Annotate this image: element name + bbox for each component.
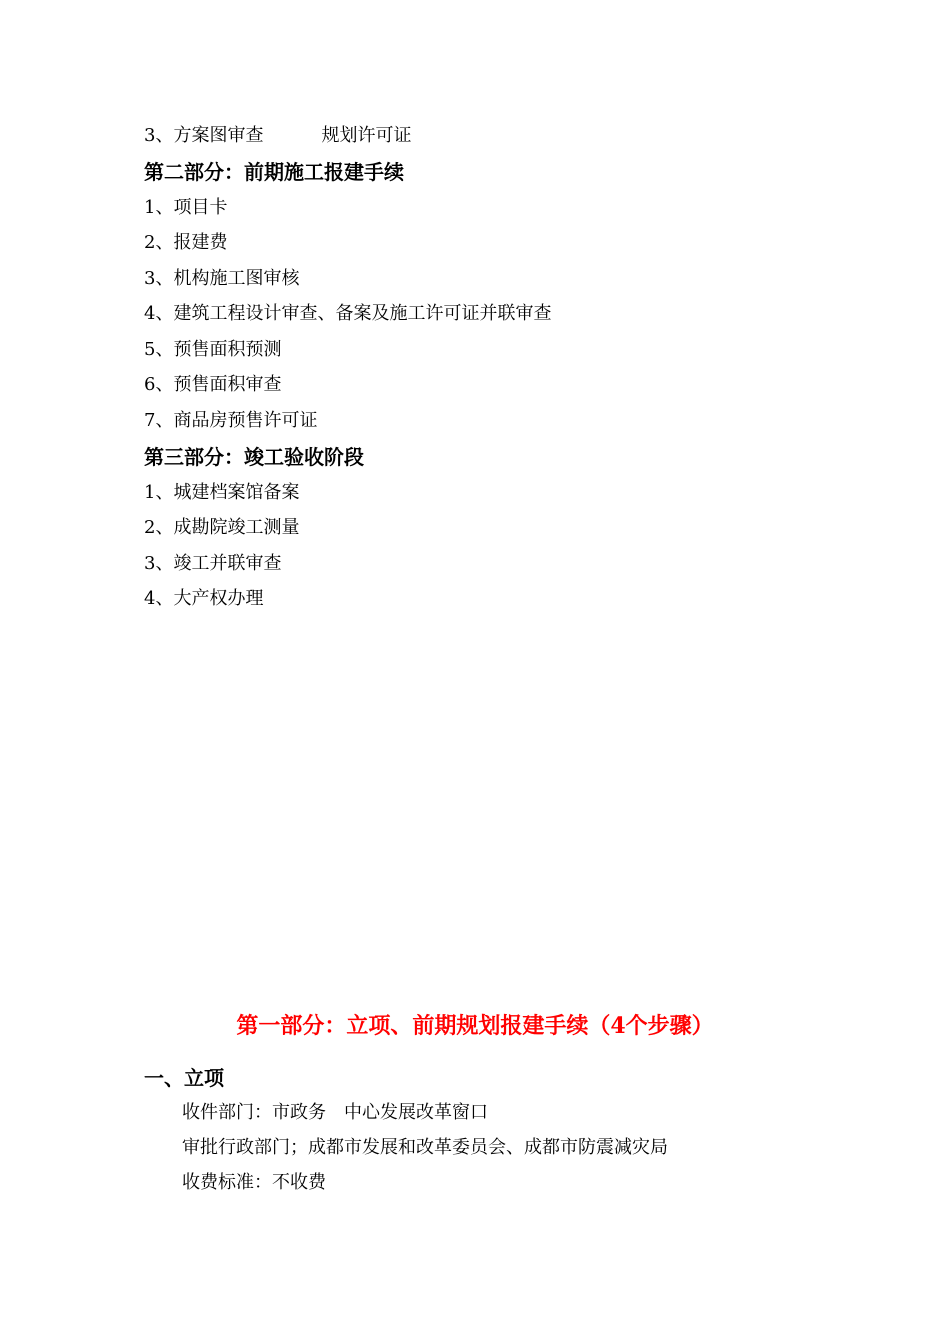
part2-item: 7、商品房预售许可证 — [144, 410, 318, 431]
part3-item: 1、城建档案馆备案 — [144, 482, 300, 503]
part1-item-3-result: 规划许可证 — [321, 125, 412, 146]
part2-item: 6、预售面积审查 — [144, 374, 282, 395]
part2-item: 2、报建费 — [144, 232, 228, 253]
receiving-department-line: 收件部门：市政务 中心发展改革窗口 — [182, 1102, 488, 1123]
part3-item: 2、成勘院竣工测量 — [144, 517, 300, 538]
section-title: 第一部分：立项、前期规划报建手续（4个步骤） — [236, 1013, 714, 1039]
part3-heading: 第三部分：竣工验收阶段 — [144, 445, 364, 469]
part1-item-3 — [144, 125, 411, 147]
part2-heading: 第二部分：前期施工报建手续 — [144, 160, 404, 184]
part2-item: 4、建筑工程设计审查、备案及施工许可证并联审查 — [144, 303, 552, 324]
fee-standard-line: 收费标准：不收费 — [182, 1172, 326, 1193]
part3-item: 4、大产权办理 — [144, 588, 264, 609]
part2-item: 3、机构施工图审核 — [144, 268, 300, 289]
subsection-heading: 一、立项 — [144, 1066, 224, 1090]
part2-item: 5、预售面积预测 — [144, 339, 282, 360]
approval-department-line: 审批行政部门；成都市发展和改革委员会、成都市防震减灾局 — [182, 1137, 668, 1158]
part1-item-3-label: 3、方案图审查 — [144, 125, 264, 146]
part3-item: 3、竣工并联审查 — [144, 553, 282, 574]
part2-item: 1、项目卡 — [144, 197, 228, 218]
